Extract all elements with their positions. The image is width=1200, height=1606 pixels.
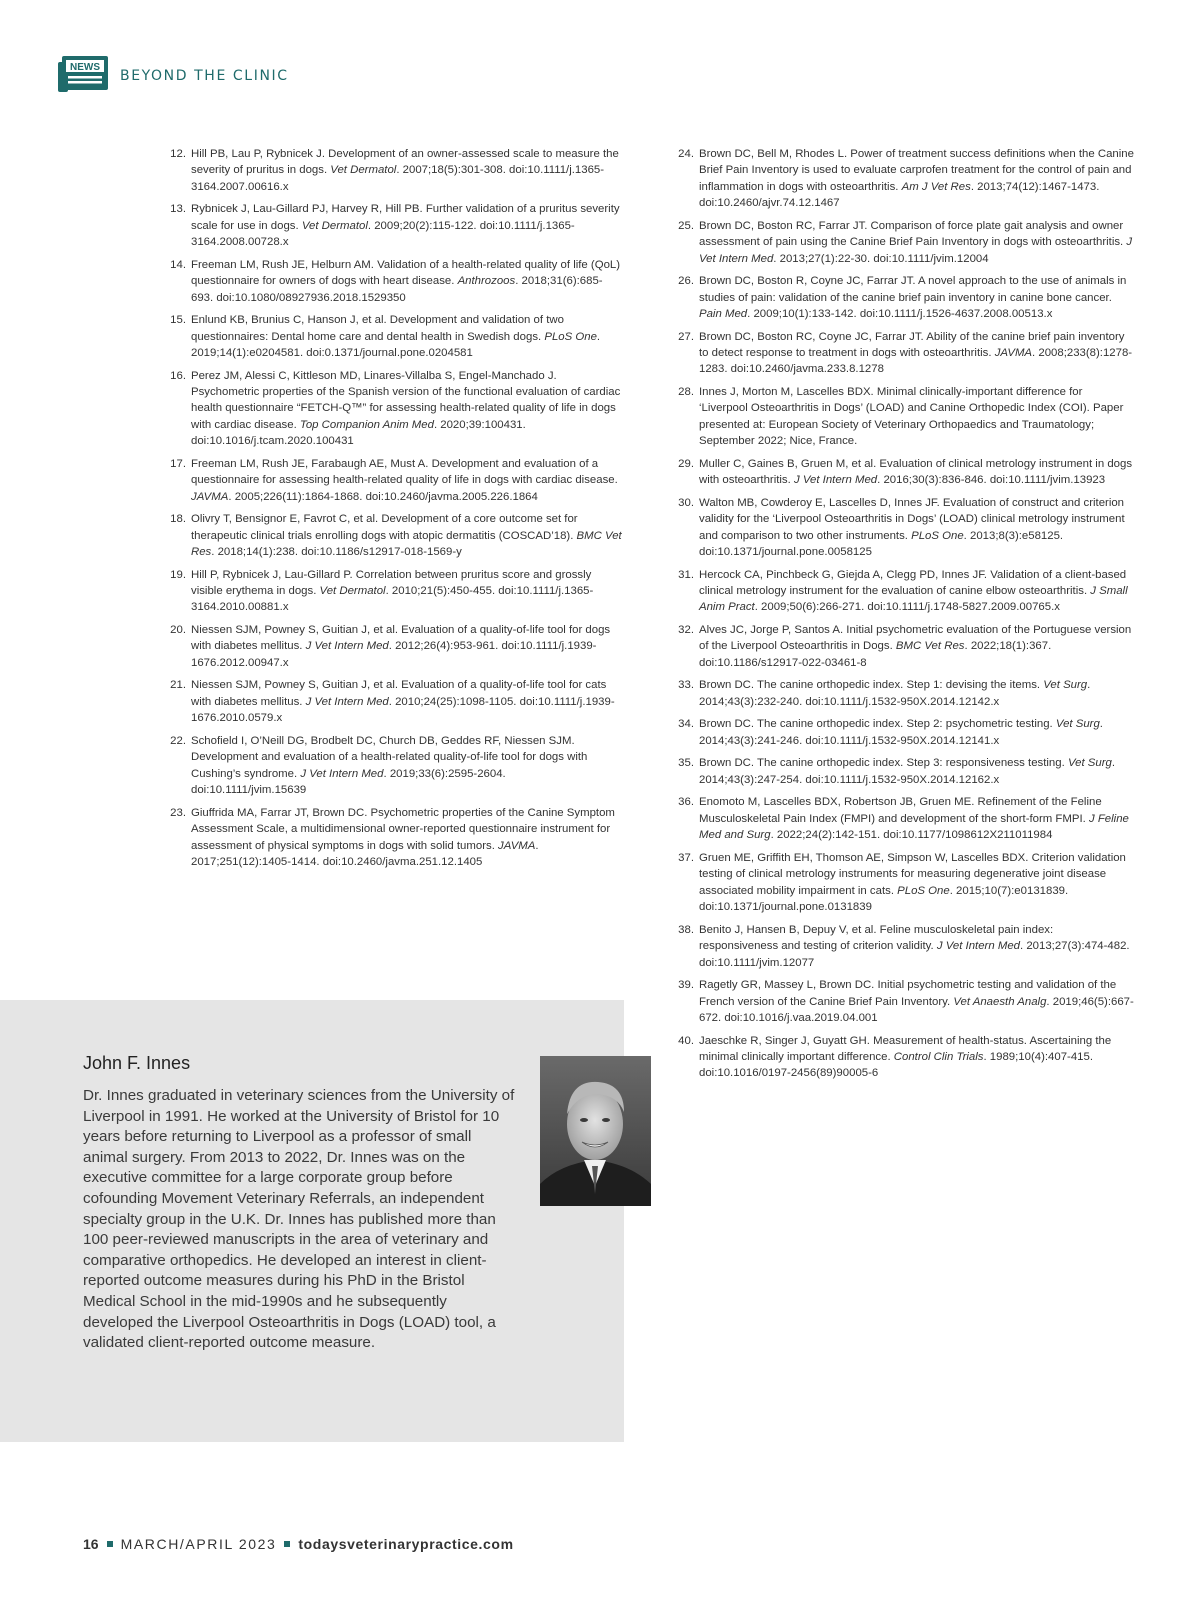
reference-citation: Enomoto M, Lascelles BDX, Robertson JB, Gruen ME. Refinement of the Feline Musculoskeletal Pain Index (FMPI) and development of the short-form FMPI. [699, 796, 1102, 825]
reference-citation: Brown DC. The canine orthopedic index. Step 1: devising the items. [699, 679, 1044, 692]
reference-number: 40. [678, 1034, 694, 1047]
reference-citation: Giuffrida MA, Farrar JT, Brown DC. Psychometric properties of the Canine Symptom Assessment Scale, a multidimensional owner-reported questionnaire instrument for assessment of physical symptoms in dogs with solid tumors. [191, 806, 615, 852]
svg-text:NEWS: NEWS [70, 62, 100, 73]
reference-journal: Control Clin Trials [893, 1050, 984, 1063]
reference-details: . 2013;27(3):474-482. doi:10.1111/jvim.12077 [699, 940, 1130, 969]
reference-details: . 2005;226(11):1864-1868. doi:10.2460/javma.2005.226.1864 [228, 490, 538, 503]
reference-number: 14. [170, 258, 186, 271]
reference-journal: Anthrozoos [457, 275, 516, 288]
reference-citation: Brown DC. The canine orthopedic index. Step 3: responsiveness testing. [699, 757, 1068, 770]
website-link[interactable]: todaysveterinarypractice.com [298, 1536, 514, 1552]
reference-journal: Vet Surg [1067, 757, 1112, 770]
reference-text [699, 1033, 1134, 1082]
reference-details: . 2013;27(1):22-30. doi:10.1111/jvim.12004 [773, 252, 989, 265]
reference-journal: PLoS One [544, 330, 597, 343]
reference-text [191, 805, 624, 871]
reference-journal: BMC Vet Res [191, 529, 622, 559]
reference-details: . 2012;26(4):953-961. doi:10.1111/j.1939-1676.2012.00947.x [191, 640, 597, 669]
reference-journal: J Vet Intern Med [793, 474, 878, 487]
reference-details: . 2007;18(5):301-308. doi:10.1111/j.1365-3164.2007.00616.x [191, 164, 605, 193]
reference-details: . 2019;14(1):e0204581. doi:0.1371/journal.pone.0204581 [191, 330, 601, 360]
reference-details: . 2019;46(5):667-672. doi:10.1016/j.vaa.2019.04.001 [699, 995, 1134, 1024]
reference-journal: Am J Vet Res [901, 180, 971, 193]
reference-journal: Vet Surg [1055, 718, 1100, 731]
author-photo [540, 1056, 651, 1206]
reference-text [191, 511, 624, 560]
reference-journal: J Vet Intern Med [305, 640, 389, 653]
reference-number: 20. [170, 624, 186, 637]
reference-item [672, 677, 1134, 710]
reference-item [164, 257, 624, 306]
reference-item [164, 805, 624, 871]
reference-number: 27. [678, 330, 694, 343]
reference-text [699, 850, 1134, 916]
reference-details: . 2014;43(3):247-254. doi:10.1111/j.1532-950X.2014.12162.x [699, 757, 1116, 786]
reference-item [672, 146, 1134, 212]
reference-details: . 2009;20(2):115-122. doi:10.1111/j.1365-3164.2008.00728.x [191, 219, 575, 249]
page-header [56, 54, 289, 94]
reference-text [191, 257, 624, 306]
reference-citation: Hill PB, Lau P, Rybnicek J. Development of an owner-assessed scale to measure the severity of pruritus in dogs. [191, 148, 619, 177]
reference-citation: Niessen SJM, Powney S, Guitian J, et al. Evaluation of a quality-of-life tool for cats with diabetes mellitus. [191, 679, 607, 708]
reference-details: . 2018;14(1):238. doi:10.1186/s12917-018-1569-y [211, 546, 462, 559]
reference-citation: Brown DC, Bell M, Rhodes L. Power of treatment success definitions when the Canine Brief Pain Inventory is used to evaluate carprofen treatment for the control of pain and inflammation in dogs with osteoarthritis. [699, 148, 1134, 193]
reference-details: . 2015;10(7):e0131839. doi:10.1371/journal.pone.0131839 [699, 884, 1069, 914]
reference-details: . 2009;50(6):266-271. doi:10.1111/j.1748-5827.2009.00765.x [754, 601, 1060, 614]
reference-citation: Benito J, Hansen B, Depuy V, et al. Feline musculoskeletal pain index: responsiveness and testing of criterion validity. [699, 923, 1054, 953]
reference-item [672, 567, 1134, 616]
reference-list-left [164, 146, 624, 877]
reference-citation: Alves JC, Jorge P, Santos A. Initial psychometric evaluation of the Portuguese version of the Liverpool Osteoarthritis in Dogs. [699, 624, 1132, 653]
reference-number: 35. [678, 757, 694, 770]
reference-journal: BMC Vet Res [895, 640, 965, 653]
reference-item [164, 567, 624, 616]
separator-square-icon [284, 1541, 290, 1547]
reference-text [699, 677, 1134, 710]
reference-number: 16. [170, 369, 186, 382]
reference-number: 26. [678, 275, 694, 288]
reference-text [699, 329, 1134, 378]
author-bio-text: Dr. Innes graduated in veterinary sciences from the University of Liverpool in 1991. He worked at the University of Bristol for 10 years before returning to Liverpool as a professor of small animal surgery. From 2013 to 2022, Dr. Innes was on the executive committee for a large corporate group before cofounding Movement Veterinary Referrals, an independent specialty group in the U.K. Dr. Innes has published more than 100 peer-reviewed manuscripts in the area of veterinary and comparative orthopedics. He developed an interest in client-reported outcome measures during his PhD in the Bristol Medical School in the mid-1990s and he subsequently developed the Liverpool Osteoarthritis in Dogs (LOAD) tool, a validated client-reported outcome measure. [83, 1087, 515, 1352]
author-bio-box [0, 1000, 624, 1442]
reference-citation: Freeman LM, Rush JE, Helburn AM. Validation of a health-related quality of life (QoL) questionnaire for owners of dogs with heart disease. [191, 258, 621, 288]
reference-text [699, 146, 1134, 212]
reference-number: 17. [170, 457, 186, 470]
reference-citation: Gruen ME, Griffith EH, Thomson AE, Simpson W, Lascelles BDX. Criterion validation testing of clinical metrology instruments for measuring degenerative joint disease associated mobility impairment in cats. [699, 851, 1126, 897]
reference-text [191, 368, 624, 450]
reference-journal: Vet Dermatol [330, 164, 397, 177]
reference-number: 29. [678, 457, 694, 470]
reference-list-right [672, 146, 1134, 1088]
reference-journal: PLoS One [911, 529, 964, 542]
reference-item [672, 495, 1134, 561]
reference-citation: Walton MB, Cowderoy E, Lascelles D, Innes JF. Evaluation of construct and criterion validity for the ‘Liverpool Osteoarthritis in Dogs’ (LOAD) clinical metrology instrument and comparison to two other instruments. [699, 496, 1125, 542]
reference-citation: Schofield I, O’Neill DG, Brodbelt DC, Church DB, Geddes RF, Niessen SJM. Development and evaluation of a health-related quality-of-life tool for dogs with Cushing’s syndrome. [191, 734, 588, 780]
reference-number: 22. [170, 734, 186, 747]
reference-number: 21. [170, 679, 186, 692]
reference-citation: Olivry T, Bensignor E, Favrot C, et al. Development of a core outcome set for therapeutic clinical trials enrolling dogs with atopic dermatitis (COSCAD’18). [191, 513, 578, 542]
reference-citation: Innes J, Morton M, Lascelles BDX. Minimal clinically-important difference for ‘Liverpool Osteoarthritis in Dogs’ (LOAD) and Canine Orthopedic Index (COI). Paper presented at: European Society of Veterinary Orthopaedics and Traumatology; September 2022; Nice, France. [699, 386, 1124, 448]
reference-item [164, 511, 624, 560]
reference-citation: Muller C, Gaines B, Gruen M, et al. Evaluation of clinical metrology instrument in dogs with osteoarthritis. [699, 457, 1133, 487]
reference-details: . 2017;251(12):1405-1414. doi:10.2460/javma.251.12.1405 [191, 839, 539, 868]
reference-text [699, 567, 1134, 616]
author-name: John F. Innes [83, 1053, 191, 1073]
reference-text [699, 218, 1134, 267]
reference-details: . 2010;21(5):450-455. doi:10.1111/j.1365-3164.2010.00881.x [191, 585, 594, 614]
reference-details: . 2014;43(3):241-246. doi:10.1111/j.1532-950X.2014.12141.x [699, 718, 1103, 747]
reference-item [672, 456, 1134, 489]
reference-number: 39. [678, 979, 694, 992]
reference-citation: Rybnicek J, Lau-Gillard PJ, Harvey R, Hill PB. Further validation of a pruritus severity scale for use in dogs. [191, 203, 620, 232]
reference-item [672, 273, 1134, 322]
reference-citation: Freeman LM, Rush JE, Farabaugh AE, Must A. Development and evaluation of a questionnaire for assessing health-related quality of life in dogs with cardiac disease. [191, 457, 618, 487]
reference-text [699, 794, 1134, 843]
reference-item [672, 329, 1134, 378]
separator-square-icon [107, 1541, 113, 1547]
reference-text [191, 146, 624, 195]
reference-text [191, 567, 624, 616]
reference-number: 23. [170, 806, 186, 819]
reference-text [191, 733, 624, 799]
reference-details: . 2009;10(1):133-142. doi:10.1111/j.1526-4637.2008.00513.x [747, 308, 1053, 321]
reference-item [672, 755, 1134, 788]
reference-citation: Enlund KB, Brunius C, Hanson J, et al. Development and validation of two questionnaires: Dental home care and dental health in Swedish dogs. [191, 314, 564, 343]
reference-item [672, 384, 1134, 450]
reference-item [164, 368, 624, 450]
reference-text [191, 622, 624, 671]
reference-number: 28. [678, 386, 694, 399]
reference-citation: Brown DC, Boston RC, Farrar JT. Comparison of force plate gait analysis and owner assessment of pain using the Canine Brief Pain Inventory in dogs with osteoarthritis. [699, 219, 1127, 249]
reference-number: 24. [678, 148, 694, 160]
reference-item [672, 922, 1134, 971]
reference-item [672, 794, 1134, 843]
reference-text [699, 716, 1134, 749]
reference-details: . 2016;30(3):836-846. doi:10.1111/jvim.13923 [877, 474, 1106, 487]
reference-text [699, 977, 1134, 1026]
reference-number: 38. [678, 923, 694, 936]
reference-journal: J Vet Intern Med [699, 236, 1133, 265]
reference-number: 13. [170, 203, 186, 216]
page-number: 16 [83, 1536, 99, 1552]
reference-citation: Ragetly GR, Massey L, Brown DC. Initial psychometric testing and validation of the French version of the Canine Brief Pain Inventory. [699, 979, 1117, 1008]
reference-journal: Vet Dermatol [301, 219, 368, 232]
reference-text [699, 273, 1134, 322]
section-title: BEYOND THE CLINIC [120, 68, 289, 84]
newspaper-icon [56, 54, 112, 94]
page-footer [83, 1536, 514, 1552]
reference-item [164, 622, 624, 671]
reference-number: 33. [678, 679, 694, 692]
reference-text [699, 755, 1134, 788]
reference-journal: Pain Med [699, 308, 748, 321]
reference-number: 34. [678, 718, 694, 731]
reference-item [164, 312, 624, 361]
reference-details: . 2013;74(12):1467-1473. doi:10.2460/ajvr.74.12.1467 [699, 180, 1100, 210]
reference-journal: Vet Surg [1043, 679, 1088, 692]
reference-journal: JAVMA [994, 347, 1033, 360]
reference-journal: JAVMA [498, 839, 536, 852]
reference-text [699, 495, 1134, 561]
reference-citation: Hill P, Rybnicek J, Lau-Gillard P. Correlation between pruritus score and grossly visible erythema in dogs. [191, 568, 592, 598]
reference-text [191, 677, 624, 726]
reference-number: 19. [170, 568, 186, 581]
reference-item [672, 977, 1134, 1026]
reference-journal: J Feline Med and Surg [699, 812, 1129, 842]
reference-number: 12. [170, 148, 186, 160]
reference-details: . 2022;18(1):367. doi:10.1186/s12917-022-03461-8 [699, 640, 1052, 669]
reference-details: . 1989;10(4):407-415. doi:10.1016/0197-2456(89)90005-6 [699, 1050, 1094, 1080]
reference-text [191, 456, 624, 505]
reference-number: 37. [678, 851, 694, 864]
reference-item [164, 201, 624, 250]
reference-item [164, 733, 624, 799]
reference-citation: Perez JM, Alessi C, Kittleson MD, Linares-Villalba S, Engel-Manchado J. Psychometric properties of the Spanish version of the functional evaluation of cardiac health questionnaire “FETCH-Q™” for assessing health-related quality of life in dogs with cardiac disease. [191, 369, 621, 431]
reference-item [164, 677, 624, 726]
reference-text [699, 384, 1134, 450]
reference-item [672, 850, 1134, 916]
reference-citation: Niessen SJM, Powney S, Guitian J, et al. Evaluation of a quality-of-life tool for dogs with diabetes mellitus. [191, 624, 611, 653]
reference-citation: Brown DC. The canine orthopedic index. Step 2: psychometric testing. [699, 718, 1056, 731]
reference-details: . 2013;8(3):e58125. doi:10.1371/journal.pone.0058125 [699, 529, 1064, 559]
reference-journal: PLoS One [897, 884, 950, 897]
reference-details: . 2018;31(6):685-693. doi:10.1080/08927936.2018.1529350 [191, 275, 603, 304]
reference-citation: Jaeschke R, Singer J, Guyatt GH. Measurement of health-status. Ascertaining the minimal clinically important difference. [699, 1034, 1112, 1063]
reference-number: 36. [678, 796, 694, 809]
reference-journal: J Vet Intern Med [300, 767, 384, 780]
reference-number: 15. [170, 314, 186, 327]
reference-number: 30. [678, 496, 694, 509]
reference-details: . 2010;24(25):1098-1105. doi:10.1111/j.1939-1676.2010.0579.x [191, 695, 615, 725]
issue-date: MARCH/APRIL 2023 [120, 1536, 277, 1552]
reference-text [699, 922, 1134, 971]
reference-text [191, 312, 624, 361]
reference-details: . 2014;43(3):232-240. doi:10.1111/j.1532-950X.2014.12142.x [699, 679, 1091, 708]
reference-details: . 2008;233(8):1278-1283. doi:10.2460/javma.233.8.1278 [699, 347, 1133, 376]
reference-journal: Vet Anaesth Analg [953, 995, 1047, 1008]
reference-item [164, 456, 624, 505]
reference-number: 32. [678, 624, 694, 637]
reference-citation: Brown DC, Boston R, Coyne JC, Farrar JT. A novel approach to the use of animals in studies of pain: validation of the canine brief pain inventory in canine bone cancer. [699, 275, 1127, 304]
reference-details: . 2020;39:100431. doi:10.1016/j.tcam.2020.100431 [191, 418, 526, 448]
reference-item [672, 622, 1134, 671]
reference-item [672, 1033, 1134, 1082]
reference-number: 18. [170, 513, 186, 526]
reference-journal: Top Companion Anim Med [299, 418, 434, 431]
reference-journal: J Vet Intern Med [305, 695, 389, 708]
reference-journal: J Small Anim Pract [699, 585, 1128, 614]
reference-text [191, 201, 624, 250]
reference-citation: Brown DC, Boston RC, Coyne JC, Farrar JT. Ability of the canine brief pain inventory to detect response to treatment in dogs with osteoarthritis. [699, 330, 1125, 360]
reference-item [164, 146, 624, 195]
reference-details: . 2019;33(6):2595-2604. doi:10.1111/jvim.15639 [191, 767, 506, 797]
reference-number: 31. [678, 568, 694, 581]
reference-citation: Hercock CA, Pinchbeck G, Giejda A, Clegg PD, Innes JF. Validation of a client-based clinical metrology instrument for the evaluation of canine elbow osteoarthritis. [699, 568, 1127, 598]
reference-number: 25. [678, 219, 694, 232]
reference-journal: JAVMA [191, 490, 229, 503]
reference-item [672, 716, 1134, 749]
reference-journal: Vet Dermatol [319, 585, 386, 598]
reference-journal: J Vet Intern Med [936, 940, 1021, 953]
reference-item [672, 218, 1134, 267]
reference-text [699, 456, 1134, 489]
reference-details: . 2022;24(2):142-151. doi:10.1177/1098612X211011984 [770, 829, 1053, 842]
reference-text [699, 622, 1134, 671]
